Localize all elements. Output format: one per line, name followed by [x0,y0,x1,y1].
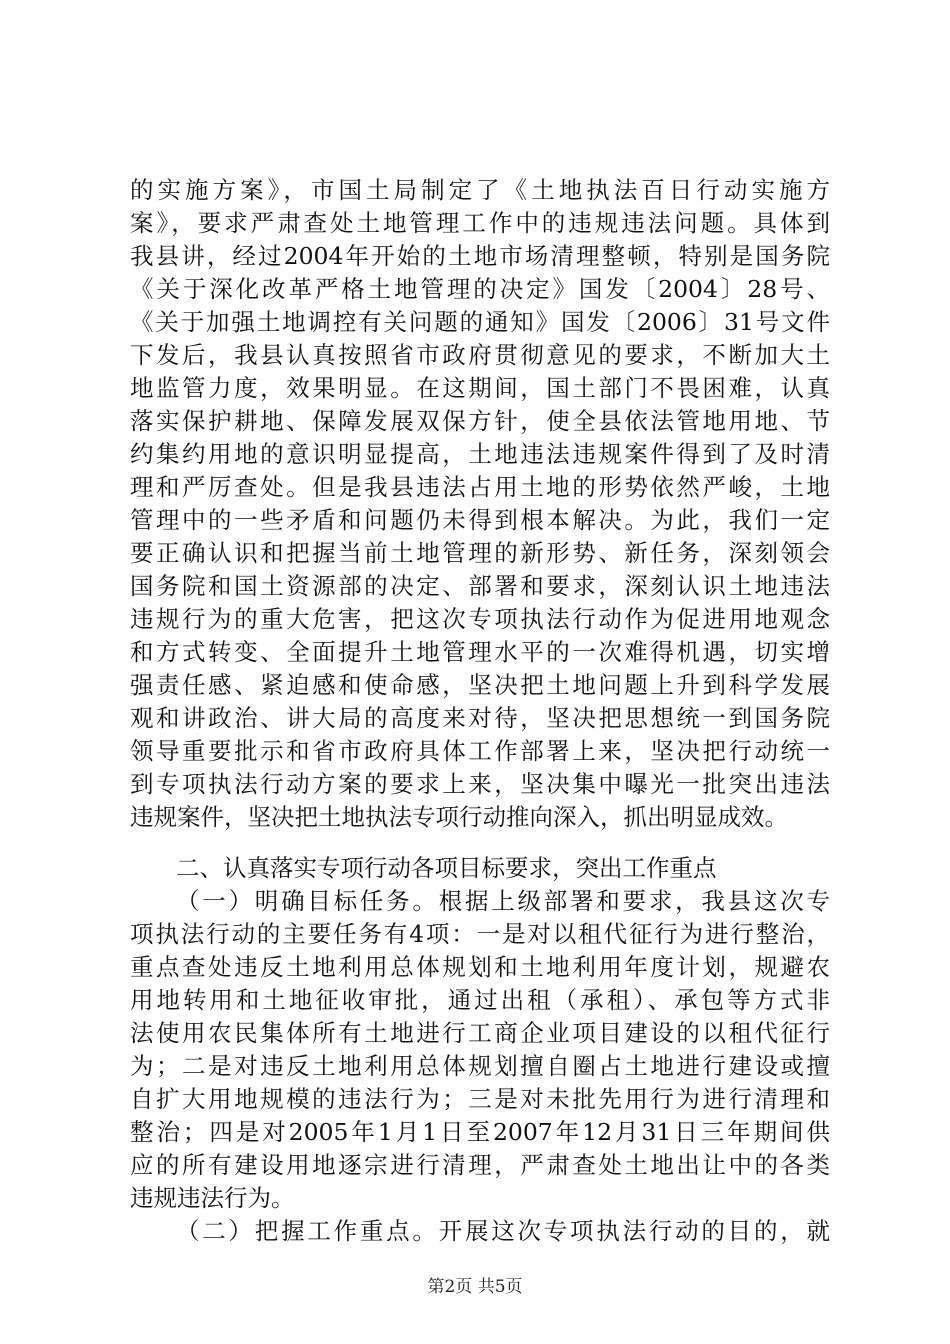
text-line: 观和讲政治、讲大局的高度来对待，坚决把思想统一到国务院 [130,704,830,732]
section-heading: 二、认真落实专项行动各项目标要求，突出工作重点 [176,854,717,882]
text-line: 整治；四是对2005年1月1日至2007年12月31日三年期间供 [130,1118,830,1146]
text-line: 国务院和国土资源部的决定、部署和要求，深刻认识土地违法 [130,572,830,600]
text-line: 管理中的一些矛盾和问题仍未得到根本解决。为此，我们一定 [130,506,830,534]
text-line: 《关于深化改革严格土地管理的决定》国发〔2004〕28号、 [130,275,830,303]
page-number-footer: 第2页 共5页 [427,1277,523,1297]
text-line: 和方式转变、全面提升土地管理水平的一次难得机遇，切实增 [130,638,830,666]
text-line: 案》，要求严肃查处土地管理工作中的违规违法问题。具体到 [130,209,830,237]
text-line: 应的所有建设用地逐宗进行清理，严肃查处土地出让中的各类 [130,1151,830,1179]
text-line: 违规违法行为。 [130,1184,295,1212]
text-line: 要正确认识和把握当前土地管理的新形势、新任务，深刻领会 [130,539,830,567]
text-line: 项执法行动的主要任务有4项：一是对以租代征行为进行整治， [130,920,830,948]
text-line: 我县讲，经过2004年开始的土地市场清理整顿，特别是国务院 [130,242,830,270]
text-line: 为；二是对违反土地利用总体规划擅自圈占土地进行建设或擅 [130,1052,830,1080]
text-line: 约集约用地的意识明显提高，土地违法违规案件得到了及时清 [130,440,830,468]
text-line: 法使用农民集体所有土地进行工商企业项目建设的以租代征行 [130,1019,830,1047]
text-line: （一）明确目标任务。根据上级部署和要求，我县这次专 [176,887,830,915]
text-line: 违规案件，坚决把土地执法专项行动推向深入，抓出明显成效。 [130,803,788,831]
text-line: 用地转用和土地征收审批，通过出租（承租）、承包等方式非 [130,986,830,1014]
text-line: 理和严厉查处。但是我县违法占用土地的形势依然严峻，土地 [130,473,830,501]
text-line: 的实施方案》，市国土局制定了《土地执法百日行动实施方 [130,176,830,204]
text-line: 地监管力度，效果明显。在这期间，国土部门不畏困难，认真 [130,374,830,402]
text-line: 到专项执法行动方案的要求上来，坚决集中曝光一批突出违法 [130,770,830,798]
text-line: 重点查处违反土地利用总体规划和土地利用年度计划，规避农 [130,953,830,981]
text-line: 下发后，我县认真按照省市政府贯彻意见的要求，不断加大土 [130,341,830,369]
text-line: 自扩大用地规模的违法行为；三是对未批先用行为进行清理和 [130,1085,830,1113]
text-line: 落实保护耕地、保障发展双保方针，使全县依法管地用地、节 [130,407,830,435]
text-line: 违规行为的重大危害，把这次专项执法行动作为促进用地观念 [130,605,830,633]
text-line: 《关于加强土地调控有关问题的通知》国发〔2006〕31号文件 [130,308,830,336]
text-line: （二）把握工作重点。开展这次专项执法行动的目的，就 [176,1217,830,1245]
text-line: 领导重要批示和省市政府具体工作部署上来，坚决把行动统一 [130,737,830,765]
text-line: 强责任感、紧迫感和使命感，坚决把土地问题上升到科学发展 [130,671,830,699]
